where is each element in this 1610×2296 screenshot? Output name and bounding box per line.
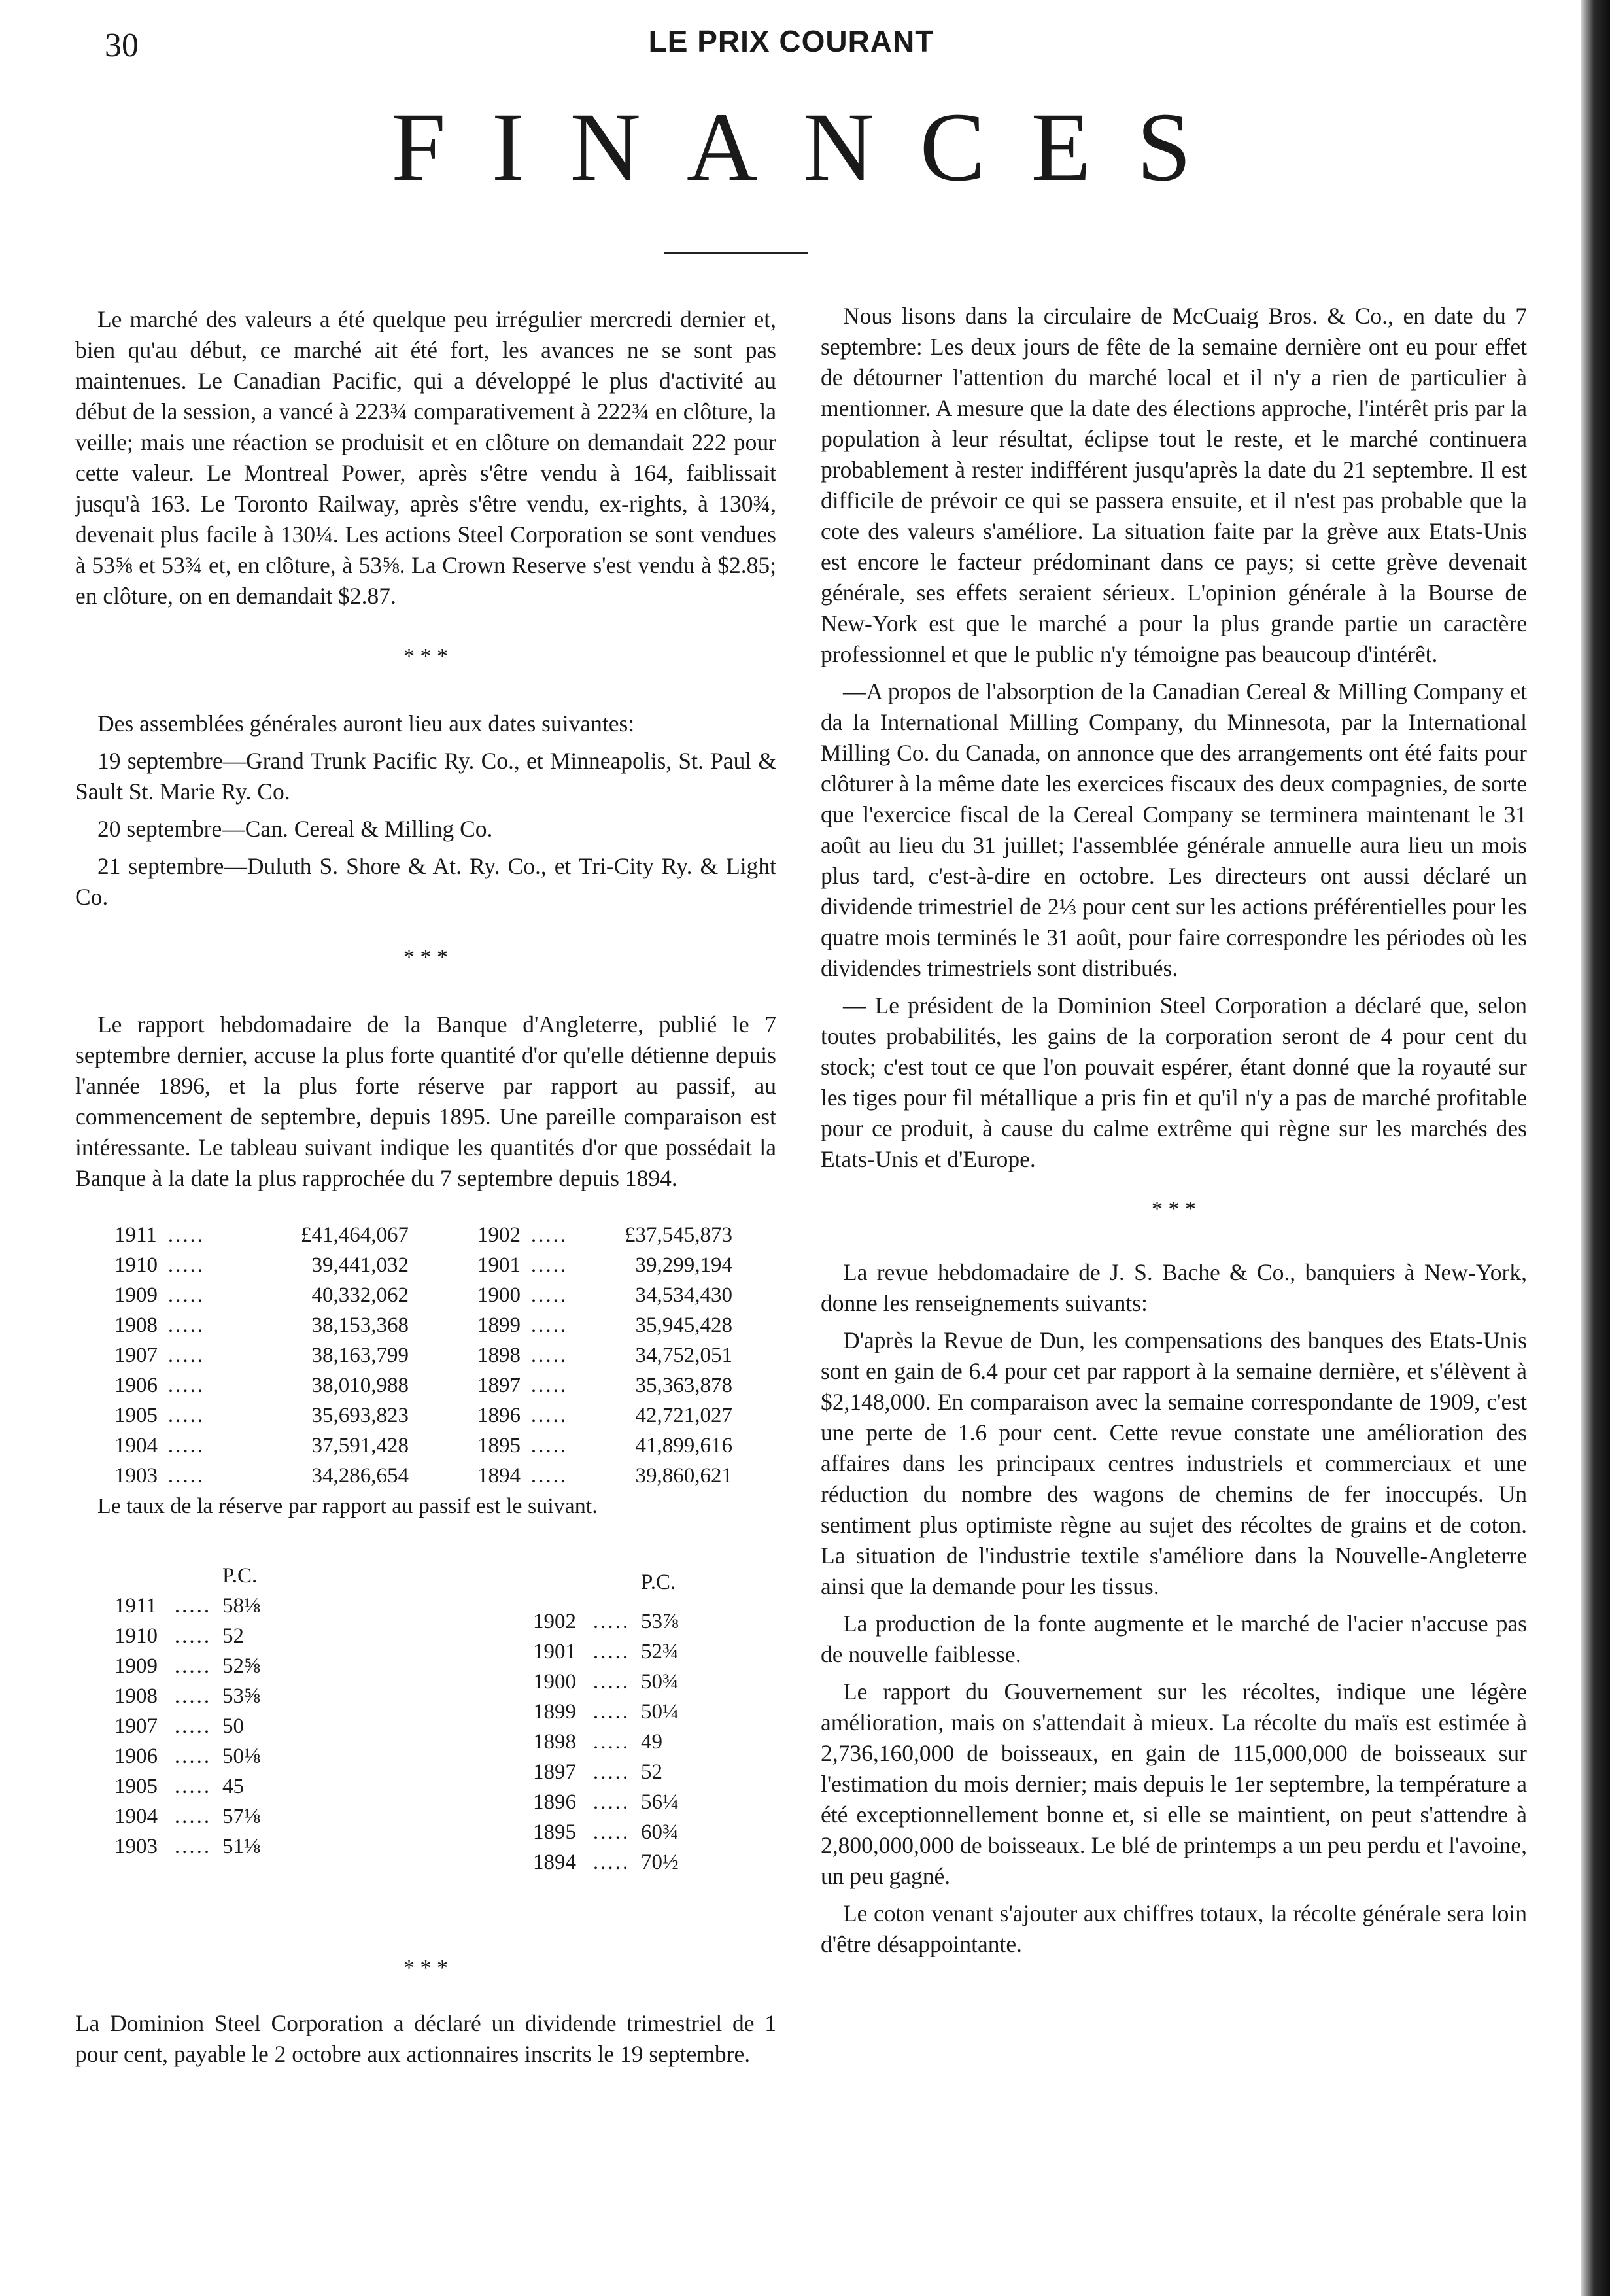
leader-dots: .....	[530, 1404, 568, 1427]
reserve-table-left	[114, 1561, 301, 1862]
value-cell: 34,534,430	[635, 1283, 732, 1307]
year-cell: 1902	[477, 1223, 521, 1247]
year-cell: 1895	[477, 1434, 521, 1457]
year-cell: 1896	[533, 1790, 576, 1814]
table-row	[533, 1847, 719, 1877]
year-cell: 1901	[477, 1253, 521, 1277]
meetings-schedule	[75, 708, 776, 913]
value-cell: 39,299,194	[635, 1253, 732, 1277]
value-cell: 37,591,428	[311, 1434, 409, 1457]
table-row	[533, 1607, 719, 1637]
table-row	[533, 1727, 719, 1757]
value-cell: 52¾	[641, 1640, 679, 1663]
cotton-paragraph: Le coton venant s'ajouter aux chiffres totaux, la récolte générale sera loin d'être désappointante.	[821, 1900, 1527, 1957]
scan-edge-shadow	[1581, 0, 1610, 2296]
year-cell: 1904	[114, 1434, 158, 1457]
value-cell: 50¼	[641, 1700, 679, 1724]
leader-dots: .....	[592, 1730, 630, 1754]
leader-dots: .....	[592, 1700, 630, 1724]
pc-header: P.C.	[222, 1564, 258, 1588]
value-cell: 52	[222, 1624, 244, 1648]
leader-dots: .....	[530, 1464, 568, 1487]
crop-report-paragraph: Le rapport du Gouvernement sur les récoltes, indique une légère amélioration, mais on s'attendait à mieux. La récolte du maïs est estimée à 2,736,160,000 de boisseaux, en gain de 115,000,000 de boisseaux sur l'estimation du mois dernier; mais depuis le 1er septembre, la température a été exceptionnellement bonne et, si elle se maintient, on peut s'attendre à 2,800,000,000 de boisseaux. Le blé de printemps a un peu perdu et l'avoine, un peu gagné.	[821, 1679, 1527, 1889]
left-column	[75, 304, 776, 2076]
value-cell: 52	[641, 1760, 662, 1784]
market-report-paragraph: Le marché des valeurs a été quelque peu irrégulier mercredi dernier et, bien qu'au début, ce marché ait été fort, les avances ne se sont pas maintenues. Le Canadian Pacific, qui a développé le plus d'activité au début de la session, a vancé à 223¾ comparativement à 222¾ en clôture, la veille; mais une réaction se produisit et en clôture on demandait 222 pour cette valeur. Le Montreal Power, après s'être vendu à 164, faiblissait jusqu'à 163. Le Toronto Railway, après s'être vendu, ex-rights, à 130¾, devenait plus facile à 130¼. Les actions Steel Corporation se sont vendues à 53⅝ et 53¾ et, en clôture, à 53⅝. La Crown Reserve s'est vendu à $2.85; en clôture, on en demandait $2.87.	[75, 306, 776, 609]
leader-dots: .....	[174, 1835, 212, 1858]
leader-dots: .....	[530, 1344, 568, 1367]
table-row	[533, 1817, 719, 1847]
leader-dots: .....	[167, 1404, 205, 1427]
value-cell: 52⅝	[222, 1654, 260, 1678]
table-row	[114, 1250, 732, 1280]
year-cell: 1897	[533, 1760, 576, 1784]
leader-dots: .....	[530, 1374, 568, 1397]
leader-dots: .....	[167, 1434, 205, 1457]
value-cell: £41,464,067	[301, 1223, 409, 1247]
value-cell: 38,163,799	[311, 1344, 409, 1367]
cereal-milling-paragraph: —A propos de l'absorption de la Canadian Cereal & Milling Company et da la International Milling Company, du Minnesota, par la International Milling Co. du Canada, on annonce que des arrangements ont été faits pour clôturer à la même date les exercices fiscaux des deux compagnies, de sorte que l'exercice fiscal de la Cereal Company se terminera maintenant le 31 août au lieu du 31 juillet; l'assemblée générale annuelle aura lieu un mois plus tard, c'est-à-dire en octobre. Les directeurs ont aussi déclaré un dividende trimestriel de 2⅓ pour cent sur les actions préférentielles pour les quatre mois terminés le 31 août, pour faire correspondre les périodes où les dividendes trimestriels sont distribués.	[821, 678, 1527, 981]
year-cell: 1908	[114, 1684, 158, 1708]
year-cell: 1900	[533, 1670, 576, 1694]
leader-dots: .....	[174, 1624, 212, 1648]
meeting-line: 19 septembre—Grand Trunk Pacific Ry. Co., et Minneapolis, St. Paul & Sault St. Marie Ry. Co.	[75, 748, 776, 805]
table-row	[114, 1741, 301, 1771]
leader-dots: .....	[592, 1610, 630, 1633]
year-cell: 1910	[114, 1253, 158, 1277]
table-row	[114, 1771, 301, 1801]
year-cell: 1903	[114, 1464, 158, 1487]
year-cell: 1898	[477, 1344, 521, 1367]
value-cell: 34,286,654	[311, 1464, 409, 1487]
leader-dots: .....	[174, 1654, 212, 1678]
leader-dots: .....	[174, 1684, 212, 1708]
leader-dots: .....	[530, 1223, 568, 1247]
leader-dots: .....	[592, 1670, 630, 1694]
year-cell: 1899	[533, 1700, 576, 1724]
value-cell: 70½	[641, 1851, 679, 1874]
title-rule	[664, 252, 808, 254]
year-cell: 1903	[114, 1835, 158, 1858]
table-row	[533, 1757, 719, 1787]
dominion-steel-paragraph: — Le président de la Dominion Steel Corporation a déclaré que, selon toutes probabilités, les gains de la corporation seront de 4 pour cent du stock; c'est tout ce que l'on pouvait espérer, étant donné que la royauté sur les tiges pour fil métallique a pris fin et qu'il n'y a pas de marché profitable pour ce produit, à cause du calme extrême qui règne sur les marchés des Etats-Unis et d'Europe.	[821, 992, 1527, 1172]
running-title: LE PRIX COURANT	[648, 24, 934, 58]
leader-dots: .....	[174, 1745, 212, 1768]
leader-dots: .....	[167, 1283, 205, 1307]
table-row	[114, 1801, 301, 1832]
value-cell: 60¾	[641, 1820, 679, 1844]
reserve-caption: Le taux de la réserve par rapport au passif est le suivant.	[97, 1494, 598, 1518]
gold-holdings-table	[114, 1220, 732, 1491]
year-cell: 1905	[114, 1404, 158, 1427]
leader-dots: .....	[167, 1313, 205, 1337]
value-cell: 38,010,988	[311, 1374, 409, 1397]
value-cell: 42,721,027	[635, 1404, 732, 1427]
iron-production-paragraph: La production de la fonte augmente et le marché de l'acier n'accuse pas de nouvelle faiblesse.	[821, 1610, 1527, 1667]
reserve-table-right	[533, 1567, 719, 1877]
value-cell: 56¼	[641, 1790, 679, 1814]
section-separator: * * *	[403, 644, 448, 669]
meetings-intro: Des assemblées générales auront lieu aux dates suivantes:	[97, 710, 635, 737]
value-cell: 53⅝	[222, 1684, 260, 1708]
leader-dots: .....	[592, 1851, 630, 1874]
value-cell: 53⅞	[641, 1610, 679, 1633]
table-row	[533, 1667, 719, 1697]
year-cell: 1911	[114, 1223, 157, 1247]
table-row	[533, 1637, 719, 1667]
reserve-ratio-table	[75, 1561, 776, 1927]
leader-dots: .....	[167, 1223, 205, 1247]
leader-dots: .....	[530, 1313, 568, 1337]
table-row	[114, 1681, 301, 1711]
table-row	[114, 1400, 732, 1431]
value-cell: 50¾	[641, 1670, 679, 1694]
dun-review-paragraph: D'après la Revue de Dun, les compensations des banques des Etats-Unis sont en gain de 6.4 pour cet par rapport à la semaine dernière, et s'élèvent à $2,148,000. En comparaison avec la semaine correspondante de 1909, c'est une perte de 1.6 pour cent. Cette revue constate une amélioration des affaires dans les principaux centres industriels et commerciaux et une réduction du nombre des wagons de chemins de fer inoccupés. Un sentiment plus optimiste règne au sujet des récoltes de grains et de coton. La situation de l'industrie textile s'améliore dans la Nouvelle-Angleterre ainsi que la demande pour les tissus.	[821, 1327, 1527, 1599]
year-cell: 1906	[114, 1745, 158, 1768]
value-cell: 45	[222, 1775, 244, 1798]
value-cell: 38,153,368	[311, 1313, 409, 1337]
table-row	[114, 1711, 301, 1741]
value-cell: £37,545,873	[625, 1223, 732, 1247]
table-row	[114, 1591, 301, 1621]
table-row	[533, 1697, 719, 1727]
table-row	[114, 1651, 301, 1681]
year-cell: 1908	[114, 1313, 158, 1337]
pc-header: P.C.	[641, 1571, 676, 1594]
value-cell: 49	[641, 1730, 662, 1754]
section-separator: * * *	[1152, 1197, 1196, 1221]
value-cell: 35,945,428	[635, 1313, 732, 1337]
section-separator: * * *	[403, 945, 448, 969]
value-cell: 50	[222, 1714, 244, 1738]
leader-dots: .....	[174, 1714, 212, 1738]
year-cell: 1909	[114, 1654, 158, 1678]
year-cell: 1910	[114, 1624, 158, 1648]
leader-dots: .....	[530, 1434, 568, 1457]
leader-dots: .....	[592, 1640, 630, 1663]
year-cell: 1894	[477, 1464, 521, 1487]
leader-dots: .....	[174, 1775, 212, 1798]
table-row	[114, 1431, 732, 1461]
value-cell: 39,441,032	[311, 1253, 409, 1277]
value-cell: 35,693,823	[311, 1404, 409, 1427]
section-separator: * * *	[403, 1956, 448, 1980]
leader-dots: .....	[592, 1790, 630, 1814]
year-cell: 1898	[533, 1730, 576, 1754]
bache-intro-paragraph: La revue hebdomadaire de J. S. Bache & Co., banquiers à New-York, donne les renseignements suivants:	[821, 1259, 1527, 1316]
table-row	[114, 1832, 301, 1862]
table-row	[114, 1340, 732, 1370]
table-row	[114, 1310, 732, 1340]
year-cell: 1906	[114, 1374, 158, 1397]
section-title: FINANCES	[391, 93, 1237, 201]
year-cell: 1897	[477, 1374, 521, 1397]
meeting-line: 20 septembre—Can. Cereal & Milling Co.	[97, 816, 493, 842]
value-cell: 51⅛	[222, 1835, 260, 1858]
value-cell: 39,860,621	[635, 1464, 732, 1487]
year-cell: 1902	[533, 1610, 576, 1633]
year-cell: 1911	[114, 1594, 157, 1618]
year-cell: 1907	[114, 1344, 158, 1367]
value-cell: 35,363,878	[635, 1374, 732, 1397]
table-row	[114, 1280, 732, 1310]
year-cell: 1904	[114, 1805, 158, 1828]
year-cell: 1894	[533, 1851, 576, 1874]
leader-dots: .....	[167, 1344, 205, 1367]
leader-dots: .....	[167, 1374, 205, 1397]
leader-dots: .....	[592, 1760, 630, 1784]
value-cell: 58⅛	[222, 1594, 260, 1618]
meeting-line: 21 septembre—Duluth S. Shore & At. Ry. Co., et Tri-City Ry. & Light Co.	[75, 853, 776, 910]
right-column	[821, 301, 1527, 1966]
table-row	[114, 1220, 732, 1250]
year-cell: 1899	[477, 1313, 521, 1337]
value-cell: 34,752,051	[635, 1344, 732, 1367]
leader-dots: .....	[174, 1594, 212, 1618]
leader-dots: .....	[167, 1464, 205, 1487]
leader-dots: .....	[167, 1253, 205, 1277]
table-row	[533, 1787, 719, 1817]
table-row	[114, 1461, 732, 1491]
year-cell: 1909	[114, 1283, 158, 1307]
bank-of-england-paragraph: Le rapport hebdomadaire de la Banque d'Angleterre, publié le 7 septembre dernier, accuse la plus forte quantité d'or qu'elle détienne depuis l'année 1896, et la plus forte réserve par rapport au passif, au commencement de septembre, depuis 1895. Une pareille comparaison est intéressante. Le tableau suivant indique les quantités d'or que possédait la Banque à la date la plus rapprochée du 7 septembre depuis 1894.	[75, 1011, 776, 1191]
year-cell: 1900	[477, 1283, 521, 1307]
year-cell: 1907	[114, 1714, 158, 1738]
leader-dots: .....	[174, 1805, 212, 1828]
value-cell: 41,899,616	[635, 1434, 732, 1457]
value-cell: 57⅛	[222, 1805, 260, 1828]
value-cell: 40,332,062	[311, 1283, 409, 1307]
table-row	[114, 1621, 301, 1651]
year-cell: 1895	[533, 1820, 576, 1844]
mccuaig-circular-paragraph: Nous lisons dans la circulaire de McCuaig Bros. & Co., en date du 7 septembre: Les deux jours de fête de la semaine dernière ont eu pour effet de détourner l'attention du marché local et il n'y a rien de particulier à mentionner. A mesure que la date des élections approche, l'intérêt pris par la population à leur résultat, éclipse tout le reste, et le marché continuera probablement à rester indifférent jusqu'après la date du 21 septembre. Il est difficile de prévoir ce qui se passera ensuite, et il n'est pas probable que la cote des valeurs s'améliore. La situation faite par la grève aux Etats-Unis est encore le facteur prédominant dans ce pays; si cette grève devenait générale, ses effets seraient sérieux. L'opinion générale à la Bourse de New-York est que le marché a pour la plus grande partie un caractère professionnel et que le public n'y témoigne pas beaucoup d'intérêt.	[821, 303, 1527, 667]
value-cell: 50⅛	[222, 1745, 260, 1768]
year-cell: 1901	[533, 1640, 576, 1663]
page-number: 30	[105, 27, 139, 64]
leader-dots: .....	[592, 1820, 630, 1844]
leader-dots: .....	[530, 1253, 568, 1277]
dividend-paragraph: La Dominion Steel Corporation a déclaré un dividende trimestriel de 1 pour cent, payable le 2 octobre aux actionnaires inscrits le 19 septembre.	[75, 2010, 776, 2067]
year-cell: 1905	[114, 1775, 158, 1798]
table-row	[114, 1370, 732, 1400]
year-cell: 1896	[477, 1404, 521, 1427]
leader-dots: .....	[530, 1283, 568, 1307]
